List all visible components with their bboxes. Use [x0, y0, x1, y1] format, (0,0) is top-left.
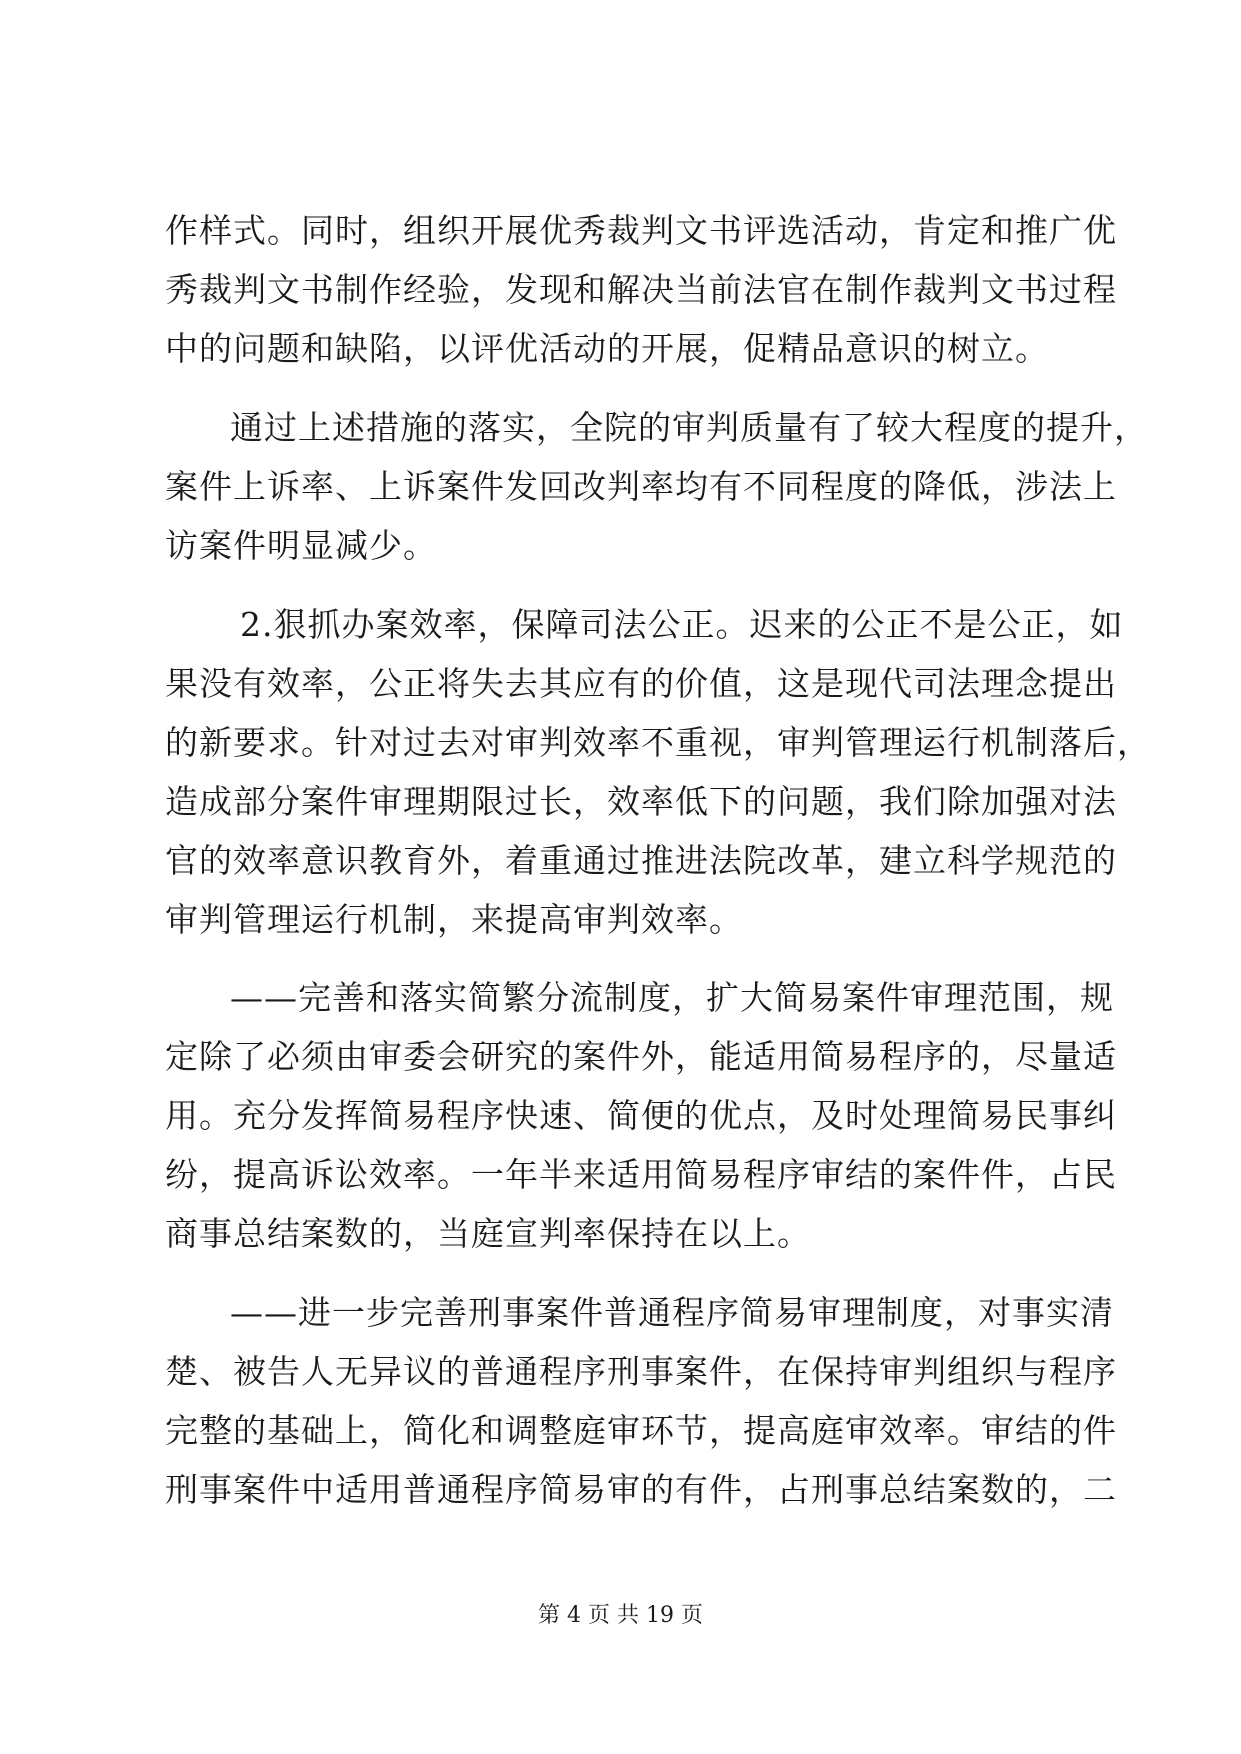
page-number-footer: 第 4 页 共 19 页 — [538, 1603, 703, 1628]
text-line: 纷，提高诉讼效率。一年半来适用简易程序审结的案件件，占民 — [165, 1155, 1117, 1194]
text-line: 作样式。同时，组织开展优秀裁判文书评选活动，肯定和推广优 — [165, 211, 1117, 250]
text-line: 定除了必须由审委会研究的案件外，能适用简易程序的，尽量适 — [165, 1037, 1117, 1076]
text-line: 访案件明显减少。 — [165, 526, 437, 565]
text-line: 的新要求。针对过去对审判效率不重视，审判管理运行机制落后， — [165, 723, 1151, 762]
text-line: 审判管理运行机制，来提高审判效率。 — [165, 900, 743, 939]
text-line: ——进一步完善刑事案件普通程序简易审理制度，对事实清 — [230, 1293, 1114, 1332]
text-line: 完整的基础上，简化和调整庭审环节，提高庭审效率。审结的件 — [165, 1411, 1117, 1450]
text-line: 刑事案件中适用普通程序简易审的有件，占刑事总结案数的，二 — [165, 1470, 1117, 1509]
text-line: 造成部分案件审理期限过长，效率低下的问题，我们除加强对法 — [165, 782, 1117, 821]
text-line: 案件上诉率、上诉案件发回改判率均有不同程度的降低，涉法上 — [165, 467, 1117, 506]
text-line: 楚、被告人无异议的普通程序刑事案件，在保持审判组织与程序 — [165, 1352, 1117, 1391]
text-line: 果没有效率，公正将失去其应有的价值，这是现代司法理念提出 — [165, 664, 1117, 703]
text-line: 通过上述措施的落实，全院的审判质量有了较大程度的提升， — [230, 408, 1148, 447]
text-line: 中的问题和缺陷，以评优活动的开展，促精品意识的树立。 — [165, 329, 1049, 368]
text-line: 商事总结案数的，当庭宣判率保持在以上。 — [165, 1214, 811, 1253]
text-line: 用。充分发挥简易程序快速、简便的优点，及时处理简易民事纠 — [165, 1096, 1117, 1135]
text-line: ——完善和落实简繁分流制度，扩大简易案件审理范围，规 — [230, 978, 1114, 1017]
text-line: 官的效率意识教育外，着重通过推进法院改革，建立科学规范的 — [165, 841, 1117, 880]
text-line: 2.狠抓办案效率，保障司法公正。迟来的公正不是公正，如 — [240, 605, 1124, 644]
text-line: 秀裁判文书制作经验，发现和解决当前法官在制作裁判文书过程 — [165, 270, 1117, 309]
